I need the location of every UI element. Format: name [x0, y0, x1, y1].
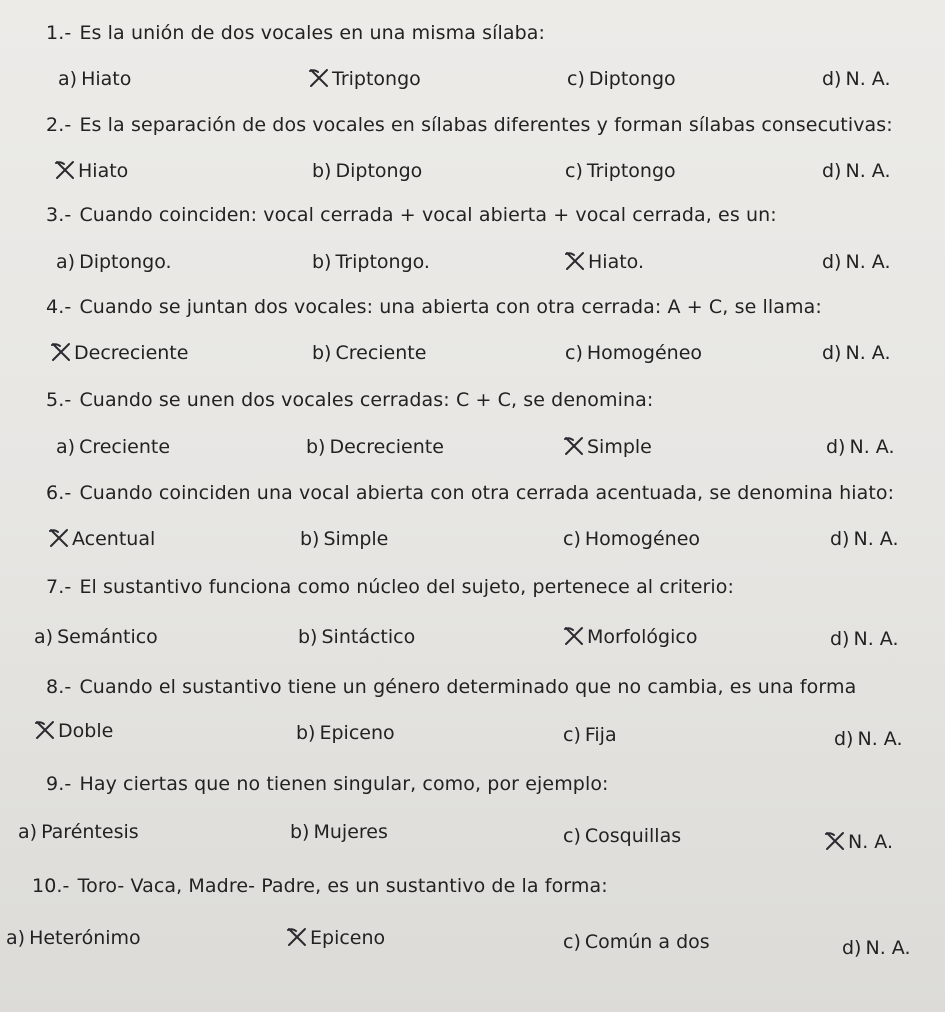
option-prefix: b): [300, 528, 320, 550]
option-d: [822, 160, 890, 182]
cross-mark-icon: [50, 529, 68, 547]
option-text: Simple: [323, 528, 389, 550]
option-text: Diptongo: [335, 160, 423, 182]
option-d: [822, 251, 890, 273]
option-text: N. A.: [845, 342, 891, 364]
question-text: Cuando coinciden: vocal cerrada + vocal abierta + vocal cerrada, es un:: [79, 204, 777, 226]
option-text: N. A.: [845, 160, 891, 182]
option-text: Doble: [58, 720, 114, 742]
option-text: Cosquillas: [584, 825, 682, 847]
cross-mark-icon: [565, 627, 583, 645]
cross-mark-icon: [826, 832, 844, 850]
option-prefix: b): [312, 160, 332, 182]
option-text: Morfológico: [587, 626, 698, 648]
option-d: [830, 628, 898, 650]
option-prefix: d): [830, 628, 850, 650]
cross-mark-icon: [565, 437, 583, 455]
option-text: Triptongo: [586, 160, 676, 182]
question-prompt: [46, 676, 856, 698]
option-prefix: b): [296, 722, 316, 744]
cross-mark-icon: [288, 928, 306, 946]
option-text: N. A.: [853, 528, 899, 550]
question-text: Cuando coinciden una vocal abierta con otra cerrada acentuada, se denomina hiato:: [79, 482, 895, 504]
option-d: [826, 436, 894, 458]
option-d: [822, 342, 890, 364]
question-text: Es la unión de dos vocales en una misma sílaba:: [79, 22, 546, 44]
option-prefix: c): [563, 931, 581, 953]
option-a: [34, 626, 158, 648]
option-a: [56, 251, 172, 273]
question-text: Cuando se unen dos vocales cerradas: C + C, se denomina:: [79, 389, 654, 411]
option-text: Semántico: [57, 626, 158, 648]
option-text: N. A.: [853, 628, 899, 650]
option-prefix: b): [312, 251, 332, 273]
option-a: [56, 436, 170, 458]
cross-mark-icon: [36, 721, 54, 739]
option-text: Epiceno: [310, 927, 386, 949]
option-c: [565, 436, 652, 458]
option-prefix: a): [6, 927, 26, 949]
question-number: 9.-: [46, 773, 72, 795]
option-prefix: a): [58, 68, 78, 90]
question-number: 4.-: [46, 296, 72, 318]
question-number: 5.-: [46, 389, 72, 411]
option-text: Triptongo: [332, 68, 421, 90]
option-b: [288, 927, 385, 949]
option-prefix: a): [56, 251, 76, 273]
cross-mark-icon: [566, 252, 584, 270]
cross-mark-icon: [310, 69, 328, 87]
cross-mark-icon: [52, 343, 70, 361]
option-c: [567, 68, 676, 90]
option-text: N. A.: [845, 68, 891, 90]
option-prefix: a): [56, 436, 76, 458]
option-b: [298, 626, 415, 648]
question-prompt: [46, 773, 609, 795]
option-a: [36, 720, 113, 742]
option-prefix: d): [830, 528, 850, 550]
option-b: [306, 436, 444, 458]
option-prefix: b): [306, 436, 326, 458]
option-d: [830, 528, 898, 550]
question-number: 8.-: [46, 676, 72, 698]
question-text: Hay ciertas que no tienen singular, como, por ejemplo:: [79, 773, 609, 795]
question-prompt: [46, 22, 545, 44]
option-c: [565, 160, 676, 182]
option-d: [826, 831, 893, 853]
option-b: [312, 342, 426, 364]
option-text: Decreciente: [74, 342, 189, 364]
option-a: [50, 528, 155, 550]
question-number: 2.-: [46, 114, 72, 136]
option-prefix: d): [822, 342, 842, 364]
cross-mark-icon: [56, 161, 74, 179]
question-prompt: [32, 875, 608, 897]
question-number: 10.-: [32, 875, 70, 897]
option-d: [834, 728, 902, 750]
option-prefix: d): [822, 251, 842, 273]
option-text: N. A.: [849, 436, 895, 458]
option-a: [6, 927, 141, 949]
option-a: [52, 342, 188, 364]
question-text: Toro- Vaca, Madre- Padre, es un sustantivo de la forma:: [77, 875, 608, 897]
question-number: 1.-: [46, 22, 72, 44]
option-c: [563, 931, 710, 953]
option-c: [563, 528, 700, 550]
question-number: 3.-: [46, 204, 72, 226]
option-text: Hiato: [81, 68, 132, 90]
question-number: 6.-: [46, 482, 72, 504]
option-text: Diptongo: [588, 68, 676, 90]
option-prefix: c): [567, 68, 585, 90]
option-b: [312, 160, 422, 182]
option-prefix: d): [822, 68, 842, 90]
option-text: Común a dos: [584, 931, 710, 953]
option-text: Triptongo.: [335, 251, 430, 273]
question-text: Es la separación de dos vocales en sílabas diferentes y forman sílabas consecutivas:: [79, 114, 893, 136]
option-b: [310, 68, 421, 90]
option-prefix: a): [34, 626, 54, 648]
option-prefix: c): [565, 160, 583, 182]
option-a: [18, 821, 139, 843]
option-text: Mujeres: [313, 821, 388, 843]
question-prompt: [46, 576, 734, 598]
option-b: [296, 722, 395, 744]
option-prefix: a): [18, 821, 38, 843]
option-d: [842, 937, 910, 959]
option-a: [56, 160, 128, 182]
option-text: Paréntesis: [41, 821, 139, 843]
option-text: N. A.: [848, 831, 893, 853]
option-text: Diptongo.: [79, 251, 172, 273]
option-c: [566, 251, 644, 273]
option-text: N. A.: [865, 937, 911, 959]
option-text: Acentual: [72, 528, 156, 550]
option-c: [563, 724, 617, 746]
option-text: Hiato: [78, 160, 129, 182]
option-text: Decreciente: [329, 436, 444, 458]
question-text: El sustantivo funciona como núcleo del sujeto, pertenece al criterio:: [79, 576, 735, 598]
option-d: [822, 68, 890, 90]
option-text: Epiceno: [319, 722, 395, 744]
option-text: Fija: [584, 724, 617, 746]
option-prefix: b): [298, 626, 318, 648]
question-prompt: [46, 204, 777, 226]
question-prompt: [46, 296, 822, 318]
option-prefix: c): [565, 342, 583, 364]
option-text: Sintáctico: [321, 626, 416, 648]
question-prompt: [46, 114, 893, 136]
option-text: N. A.: [857, 728, 903, 750]
option-c: [565, 626, 697, 648]
option-text: Homogéneo: [586, 342, 703, 364]
option-a: [58, 68, 131, 90]
option-text: Simple: [587, 436, 652, 458]
option-b: [300, 528, 388, 550]
option-prefix: c): [563, 528, 581, 550]
option-text: Creciente: [79, 436, 171, 458]
option-prefix: b): [290, 821, 310, 843]
option-prefix: c): [563, 724, 581, 746]
option-text: N. A.: [845, 251, 891, 273]
option-text: Homogéneo: [584, 528, 701, 550]
option-prefix: d): [822, 160, 842, 182]
question-text: Cuando el sustantivo tiene un género determinado que no cambia, es una forma: [79, 676, 857, 698]
option-text: Creciente: [335, 342, 427, 364]
question-prompt: [46, 389, 653, 411]
option-c: [563, 825, 681, 847]
option-prefix: c): [563, 825, 581, 847]
option-b: [312, 251, 430, 273]
option-text: Heterónimo: [29, 927, 141, 949]
question-text: Cuando se juntan dos vocales: una abierta con otra cerrada: A + C, se llama:: [79, 296, 822, 318]
option-c: [565, 342, 702, 364]
option-prefix: d): [826, 436, 846, 458]
option-prefix: d): [834, 728, 854, 750]
option-prefix: d): [842, 937, 862, 959]
question-prompt: [46, 482, 894, 504]
option-b: [290, 821, 388, 843]
option-prefix: b): [312, 342, 332, 364]
question-number: 7.-: [46, 576, 72, 598]
option-text: Hiato.: [588, 251, 644, 273]
